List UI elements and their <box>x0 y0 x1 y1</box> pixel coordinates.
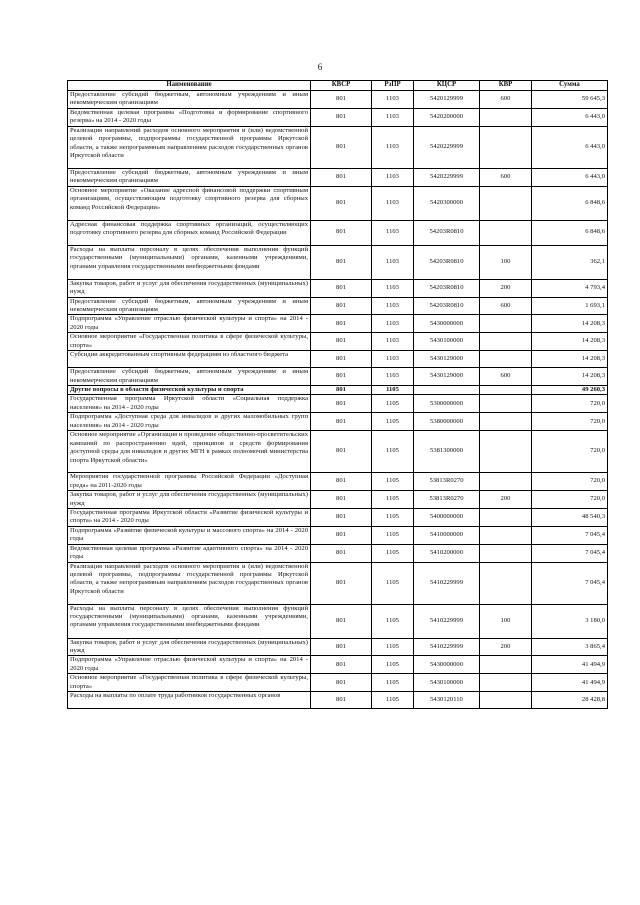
cell-name: Подпрограмма «Доступная среда для инвалидов и других маломобильных групп населения» на 2014 - 2020 годы <box>68 413 311 431</box>
table-row <box>68 168 608 186</box>
cell-kcsr: 5410229999 <box>414 638 480 656</box>
cell-sum: 28 428,8 <box>532 692 608 709</box>
cell-kcsr: 5410000000 <box>414 526 480 544</box>
cell-kvr <box>480 386 532 395</box>
cell-kvr <box>480 108 532 126</box>
cell-sum: 7 045,4 <box>532 526 608 544</box>
cell-kcsr: 5410229999 <box>414 604 480 638</box>
cell-kvsr: 801 <box>311 368 372 386</box>
cell-name: Подпрограмма «Развитие физической культуры и массового спорта» на 2014 - 2020 годы <box>68 526 311 544</box>
cell-kvr: 200 <box>480 279 532 297</box>
cell-sum: 41 494,9 <box>532 674 608 692</box>
cell-kcsr: 5430120110 <box>414 692 480 709</box>
table-header-row <box>68 81 608 91</box>
cell-sum: 3 180,0 <box>532 604 608 638</box>
cell-kcsr <box>414 386 480 395</box>
cell-kcsr: 54203R0810 <box>414 279 480 297</box>
cell-rzpr: 1103 <box>372 220 414 245</box>
cell-kcsr: 5420200000 <box>414 108 480 126</box>
table-row <box>68 245 608 279</box>
table-row <box>68 526 608 544</box>
cell-kcsr: 53813R0270 <box>414 491 480 509</box>
cell-sum: 6 443,0 <box>532 168 608 186</box>
header-name: Наименование <box>68 81 311 91</box>
cell-sum: 7 045,4 <box>532 544 608 562</box>
cell-kvr <box>480 351 532 368</box>
table-row <box>68 562 608 604</box>
cell-kvsr: 801 <box>311 351 372 368</box>
cell-sum: 3 865,4 <box>532 638 608 656</box>
cell-kvr <box>480 692 532 709</box>
cell-sum: 720,0 <box>532 491 608 509</box>
cell-rzpr: 1103 <box>372 368 414 386</box>
cell-kvr <box>480 562 532 604</box>
cell-kvsr: 801 <box>311 333 372 351</box>
cell-kvsr: 801 <box>311 562 372 604</box>
cell-kvsr: 801 <box>311 126 372 168</box>
cell-rzpr: 1103 <box>372 91 414 109</box>
cell-kvr: 600 <box>480 168 532 186</box>
cell-kcsr: 5430100000 <box>414 333 480 351</box>
table-row <box>68 368 608 386</box>
cell-kvsr: 801 <box>311 526 372 544</box>
table-row <box>68 431 608 473</box>
cell-kvr <box>480 473 532 491</box>
cell-kvsr: 801 <box>311 220 372 245</box>
cell-sum: 4 793,4 <box>532 279 608 297</box>
cell-rzpr: 1103 <box>372 333 414 351</box>
cell-sum: 1 693,1 <box>532 297 608 315</box>
cell-kvr: 100 <box>480 245 532 279</box>
cell-name: Закупка товаров, работ и услуг для обеспечения государственных (муниципальных) нужд <box>68 279 311 297</box>
cell-kcsr: 5380000000 <box>414 413 480 431</box>
cell-kvsr: 801 <box>311 245 372 279</box>
cell-kvr <box>480 508 532 526</box>
table-row <box>68 297 608 315</box>
page-number: 6 <box>317 62 323 72</box>
cell-rzpr: 1103 <box>372 351 414 368</box>
cell-kcsr: 5410229999 <box>414 562 480 604</box>
cell-rzpr: 1105 <box>372 386 414 395</box>
cell-sum: 6 848,6 <box>532 220 608 245</box>
cell-sum: 720,0 <box>532 413 608 431</box>
cell-kvr <box>480 544 532 562</box>
cell-kvsr: 801 <box>311 413 372 431</box>
cell-name: Закупка товаров, работ и услуг для обеспечения государственных (муниципальных) нужд <box>68 491 311 509</box>
cell-name: Государственная программа Иркутской области «Социальная поддержка населения» на 2014 - 2020 годы <box>68 395 311 413</box>
cell-kcsr: 5420129999 <box>414 91 480 109</box>
table-row <box>68 126 608 168</box>
cell-name: Подпрограмма «Управление отраслью физической культуры и спорта» на 2014 - 2020 годы <box>68 315 311 333</box>
cell-kcsr: 54203R0810 <box>414 245 480 279</box>
cell-rzpr: 1103 <box>372 279 414 297</box>
cell-kcsr: 54203R0810 <box>414 220 480 245</box>
cell-sum: 48 540,3 <box>532 508 608 526</box>
cell-kvsr: 801 <box>311 508 372 526</box>
cell-sum: 6 848,6 <box>532 186 608 220</box>
cell-kvsr: 801 <box>311 692 372 709</box>
cell-sum: 362,1 <box>532 245 608 279</box>
cell-sum: 14 208,3 <box>532 368 608 386</box>
cell-sum: 6 443,0 <box>532 126 608 168</box>
cell-name: Реализация направлений расходов основного мероприятия и (или) ведомственной целевой программы, подпрограммы государственной программы Иркутской области, а также непрограммным направлениям расходов государственных органов Иркутской области <box>68 562 311 604</box>
cell-rzpr: 1103 <box>372 108 414 126</box>
cell-kcsr: 53813R0270 <box>414 473 480 491</box>
table-row <box>68 638 608 656</box>
table-row <box>68 186 608 220</box>
cell-name: Расходы на выплаты персоналу в целях обеспечения выполнения функций государственными (муниципальными) органами, казенными учреждениями, органами управления государственными внебюджетными фондами <box>68 245 311 279</box>
cell-rzpr: 1103 <box>372 315 414 333</box>
cell-name: Реализация направлений расходов основного мероприятия и (или) ведомственной целевой программы, подпрограммы государственной программы Иркутской области, а также непрограммным направлениям расходов государственных органов Иркутской области <box>68 126 311 168</box>
cell-kvr <box>480 431 532 473</box>
cell-kvsr: 801 <box>311 431 372 473</box>
cell-kcsr: 5430000000 <box>414 315 480 333</box>
cell-name: Основное мероприятие «Оказание адресной финансовой поддержки спортивным организациям, осуществляющим подготовку спортивного резерва для сборных команд Российской Федерации» <box>68 186 311 220</box>
cell-name: Основное мероприятие «Государственная политика в сфере физической культуры, спорта» <box>68 674 311 692</box>
cell-rzpr: 1105 <box>372 526 414 544</box>
cell-sum: 14 208,3 <box>532 315 608 333</box>
cell-kvr <box>480 333 532 351</box>
cell-name: Государственная программа Иркутской области «Развитие физической культуры и спорта» на 2014 - 2020 годы <box>68 508 311 526</box>
cell-name: Ведомственная целевая программа «Подготовка и формирование спортивного резерва» на 2014 - 2020 годы <box>68 108 311 126</box>
cell-sum: 720,0 <box>532 473 608 491</box>
cell-kvr: 600 <box>480 297 532 315</box>
cell-sum: 14 208,3 <box>532 351 608 368</box>
cell-kcsr: 5410200000 <box>414 544 480 562</box>
cell-rzpr: 1105 <box>372 473 414 491</box>
cell-name: Ведомственная целевая программа «Развитие адаптивного спорта» на 2014 - 2020 годы <box>68 544 311 562</box>
cell-name: Предоставление субсидий бюджетным, автономным учреждениям и иным некоммерческим организациям <box>68 91 311 109</box>
cell-kvr <box>480 395 532 413</box>
cell-name: Предоставление субсидий бюджетным, автономным учреждениям и иным некоммерческим организациям <box>68 368 311 386</box>
cell-kvsr: 801 <box>311 91 372 109</box>
cell-sum: 49 260,3 <box>532 386 608 395</box>
cell-kvsr: 801 <box>311 395 372 413</box>
cell-rzpr: 1103 <box>372 126 414 168</box>
table-row <box>68 220 608 245</box>
cell-kvr <box>480 656 532 674</box>
cell-kvsr: 801 <box>311 168 372 186</box>
header-kcsr: КЦСР <box>414 81 480 91</box>
cell-rzpr: 1103 <box>372 186 414 220</box>
cell-kvr: 600 <box>480 91 532 109</box>
table-row <box>68 508 608 526</box>
cell-rzpr: 1103 <box>372 168 414 186</box>
cell-kcsr: 5420300000 <box>414 186 480 220</box>
cell-rzpr: 1105 <box>372 491 414 509</box>
cell-kvsr: 801 <box>311 491 372 509</box>
cell-sum: 6 443,0 <box>532 108 608 126</box>
table-row <box>68 656 608 674</box>
table-row <box>68 386 608 395</box>
cell-kcsr: 5430129000 <box>414 351 480 368</box>
cell-kvsr: 801 <box>311 297 372 315</box>
table-row <box>68 351 608 368</box>
cell-kvr: 600 <box>480 368 532 386</box>
cell-rzpr: 1105 <box>372 562 414 604</box>
cell-rzpr: 1105 <box>372 413 414 431</box>
cell-kvr: 100 <box>480 604 532 638</box>
cell-rzpr: 1105 <box>372 544 414 562</box>
cell-name: Адресная финансовая поддержка спортивных организаций, осуществляющих подготовку спортивного резерва для сборных команд Российской Федерации <box>68 220 311 245</box>
cell-kvsr: 801 <box>311 186 372 220</box>
cell-sum: 720,0 <box>532 431 608 473</box>
table-row <box>68 395 608 413</box>
budget-table <box>67 80 608 709</box>
cell-kvr <box>480 126 532 168</box>
cell-name: Основное мероприятие «Государственная политика в сфере физической культуры, спорта» <box>68 333 311 351</box>
cell-sum: 7 045,4 <box>532 562 608 604</box>
cell-kvsr: 801 <box>311 638 372 656</box>
cell-kvr <box>480 526 532 544</box>
cell-kcsr: 5420229999 <box>414 168 480 186</box>
cell-name: Основное мероприятие «Организация и проведение общественно-просветительских кампаний по распространению идей, принципов и средств формирования доступной среды для инвалидов и других МГН в рамках полномочий министерства спорта Иркутской области» <box>68 431 311 473</box>
table-row <box>68 108 608 126</box>
cell-name: Другие вопросы в области физической культуры и спорта <box>68 386 311 395</box>
cell-kcsr: 54203R0810 <box>414 297 480 315</box>
table-row <box>68 473 608 491</box>
table-row <box>68 544 608 562</box>
table-row <box>68 491 608 509</box>
header-kvr: КВР <box>480 81 532 91</box>
cell-kvsr: 801 <box>311 674 372 692</box>
cell-rzpr: 1103 <box>372 245 414 279</box>
cell-kcsr: 5430000000 <box>414 656 480 674</box>
cell-rzpr: 1105 <box>372 692 414 709</box>
cell-sum: 41 494,9 <box>532 656 608 674</box>
cell-name: Расходы на выплаты персоналу в целях обеспечения выполнения функций государственными (муниципальными) органами, казенными учреждениями, органами управления государственными внебюджетными фондами <box>68 604 311 638</box>
cell-kvr <box>480 413 532 431</box>
cell-name: Подпрограмма «Управление отраслью физической культуры и спорта» на 2014 - 2020 годы <box>68 656 311 674</box>
cell-kvsr: 801 <box>311 604 372 638</box>
cell-kvsr: 801 <box>311 108 372 126</box>
cell-kcsr: 5430100000 <box>414 674 480 692</box>
header-sum: Сумма <box>532 81 608 91</box>
cell-name: Закупка товаров, работ и услуг для обеспечения государственных (муниципальных) нужд <box>68 638 311 656</box>
cell-sum: 14 208,3 <box>532 333 608 351</box>
cell-name: Предоставление субсидий бюджетным, автономным учреждениям и иным некоммерческим организациям <box>68 297 311 315</box>
cell-name: Предоставление субсидий бюджетным, автономным учреждениям и иным некоммерческим организациям <box>68 168 311 186</box>
table-row <box>68 674 608 692</box>
cell-kvr <box>480 220 532 245</box>
cell-rzpr: 1105 <box>372 604 414 638</box>
cell-rzpr: 1105 <box>372 508 414 526</box>
table-row <box>68 692 608 709</box>
cell-kvsr: 801 <box>311 473 372 491</box>
table-row <box>68 315 608 333</box>
cell-rzpr: 1105 <box>372 674 414 692</box>
cell-rzpr: 1105 <box>372 656 414 674</box>
cell-kvr <box>480 315 532 333</box>
cell-kvr <box>480 186 532 220</box>
cell-kcsr: 5381300000 <box>414 431 480 473</box>
cell-kvr <box>480 674 532 692</box>
header-kvsr: КВСР <box>311 81 372 91</box>
cell-kvr: 200 <box>480 638 532 656</box>
cell-sum: 720,0 <box>532 395 608 413</box>
table-row <box>68 279 608 297</box>
cell-rzpr: 1103 <box>372 297 414 315</box>
cell-name: Субсидии аккредитованным спортивным федерациям из областного бюджета <box>68 351 311 368</box>
cell-rzpr: 1105 <box>372 638 414 656</box>
cell-name: Мероприятия государственной программы Российской Федерации «Доступная среда» на 2011-2020 годы <box>68 473 311 491</box>
header-rzpr: РзПР <box>372 81 414 91</box>
cell-kcsr: 5430129000 <box>414 368 480 386</box>
cell-kvr: 200 <box>480 491 532 509</box>
cell-name: Расходы на выплаты по оплате труда работников государственных органов <box>68 692 311 709</box>
cell-kcsr: 5300000000 <box>414 395 480 413</box>
cell-kvsr: 801 <box>311 315 372 333</box>
cell-kvsr: 801 <box>311 656 372 674</box>
cell-kcsr: 5400000000 <box>414 508 480 526</box>
table-row <box>68 413 608 431</box>
table-row <box>68 333 608 351</box>
cell-rzpr: 1105 <box>372 431 414 473</box>
cell-kcsr: 5420229999 <box>414 126 480 168</box>
cell-kvsr: 801 <box>311 279 372 297</box>
table-body <box>68 91 608 709</box>
cell-kvsr: 801 <box>311 544 372 562</box>
cell-kvsr: 801 <box>311 386 372 395</box>
table-row <box>68 604 608 638</box>
cell-rzpr: 1105 <box>372 395 414 413</box>
table-row <box>68 91 608 109</box>
cell-sum: 59 645,3 <box>532 91 608 109</box>
